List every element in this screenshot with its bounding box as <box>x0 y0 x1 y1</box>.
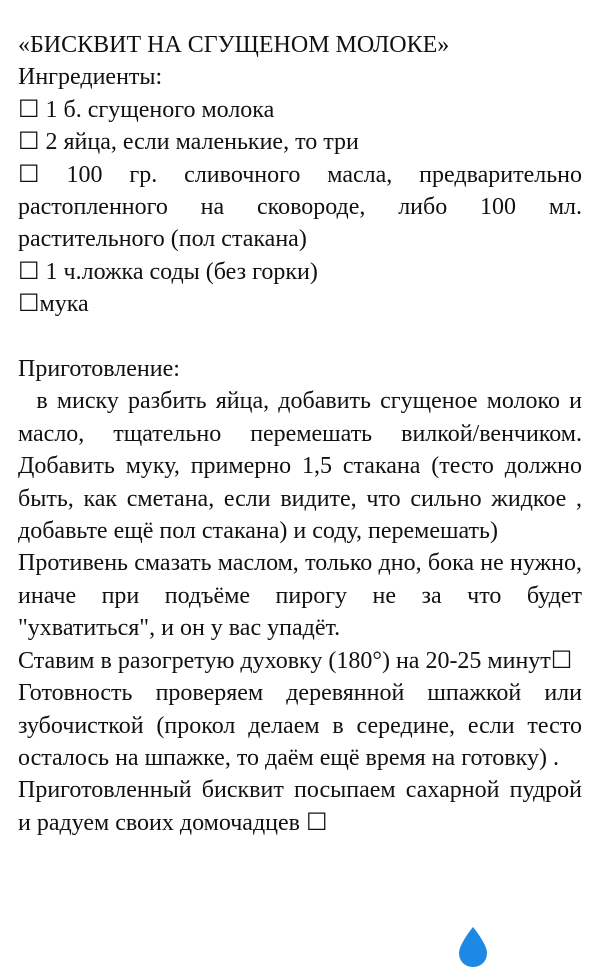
ingredient-item: ☐ 100 гр. сливочного масла, предварительно растопленного на сковороде, либо 100 мл. растительного (пол стакана) <box>18 161 582 253</box>
preparation-step: Ставим в разогретую духовку (180°) на 20-25 минут☐ <box>18 647 573 674</box>
ingredient-item: ☐ 2 яйца, если маленькие, то три <box>18 129 359 156</box>
preparation-step: Готовность проверяем деревянной шпажкой или зубочисткой (прокол делаем в середине, если тесто осталось на шпажке, то даём ещё время на готовку) . <box>18 680 582 771</box>
ingredient-item: ☐мука <box>18 291 89 318</box>
ingredients-heading: Ингредиенты: <box>18 64 163 91</box>
recipe-document <box>18 29 589 839</box>
preparation-step: Приготовленный бисквит посыпаем сахарной пудрой и радуем своих домочадцев ☐ <box>18 777 582 836</box>
ingredient-item: ☐ 1 ч.ложка соды (без горки) <box>18 258 318 285</box>
water-drop-icon <box>456 926 490 968</box>
recipe-title: «БИСКВИТ НА СГУЩЕНОМ МОЛОКЕ» <box>18 32 450 58</box>
ingredient-item: ☐ 1 б. сгущеного молока <box>18 96 275 123</box>
water-drop-shape <box>459 927 487 967</box>
preparation-step: в миску разбить яйца, добавить сгущеное молоко и масло, тщательно перемешать вилкой/венчиком. Добавить муку, примерно 1,5 стакана (тесто должно быть, как сметана, если видите, что сильно жидкое , добавьте ещё пол стакана) и соду, перемешать) <box>18 388 589 545</box>
blank-line <box>18 321 582 353</box>
preparation-heading: Приготовление: <box>18 356 180 383</box>
preparation-step: Противень смазать маслом, только дно, бока не нужно, иначе при подъёме пирогу не за что будет "ухватиться", и он у вас упадёт. <box>18 550 582 642</box>
